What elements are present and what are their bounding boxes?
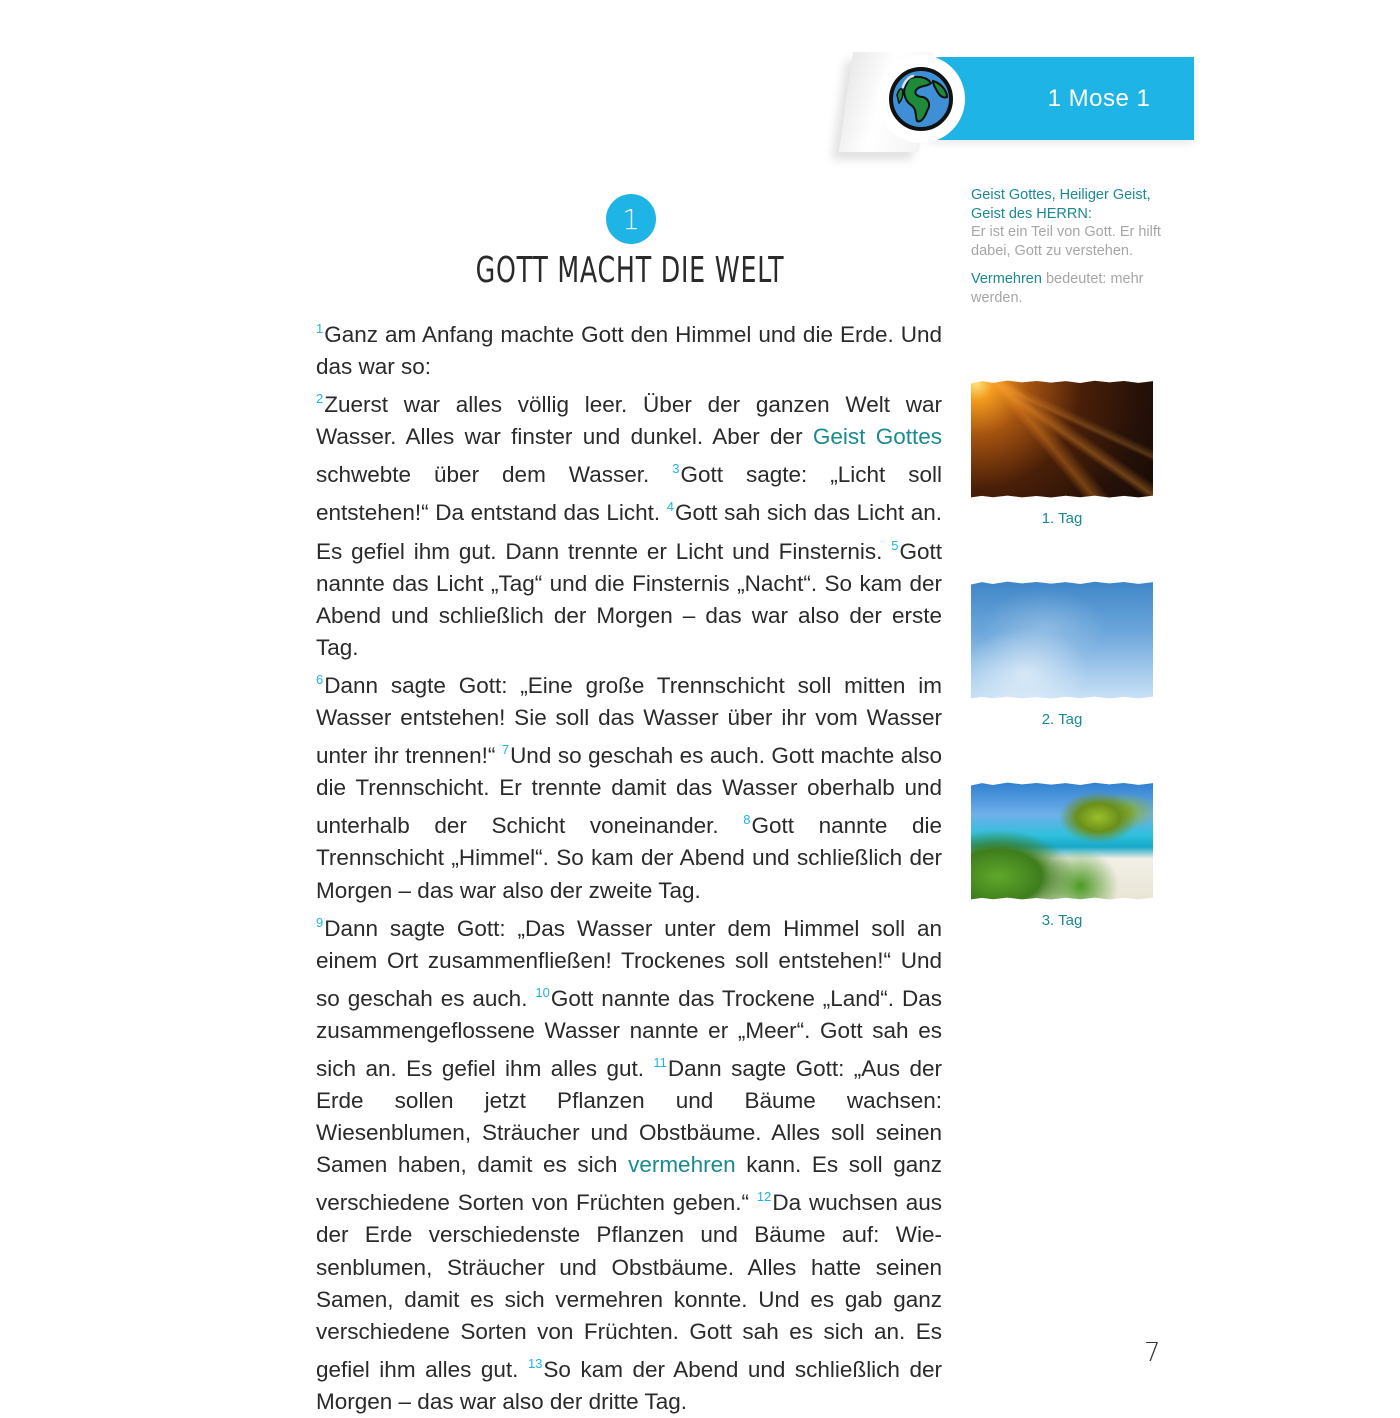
page-number: 7 xyxy=(1144,1338,1161,1368)
verse-number: 1 xyxy=(316,321,324,336)
verse-number: 13 xyxy=(527,1355,543,1371)
verse-text: kann. Es soll ganz verschiedene Sorten von Früchten geben.“ xyxy=(316,1152,942,1216)
verse-number: 7 xyxy=(501,742,510,758)
verse-text: So kam der Abend und schließlich der Morgen – das war also der dritte Tag. xyxy=(316,1356,942,1414)
verse-text: Und so geschah es auch. Gott machte also die Trennschicht. Er trennte damit das Wasser oberhalb und unterhalb der Schicht voneinander. xyxy=(316,743,942,839)
glossary-term-link: Geist Gottes xyxy=(812,424,942,450)
verse-number: 10 xyxy=(535,984,550,1000)
verse-text: Ganz am Anfang machte Gott den Himmel und die Erde. Und das war so: xyxy=(316,322,942,380)
verse-text: Gott nannte das Trockene „Land“. Das zusammengeflossene Wasser nannte er „Meer“. Gott sah es sich an. Es gefiel ihm alles gut. xyxy=(316,985,942,1081)
verse-number: 9 xyxy=(316,914,324,930)
verse-number: 5 xyxy=(891,537,899,553)
paragraph xyxy=(316,383,942,664)
verse-number: 8 xyxy=(743,812,751,828)
image-light-rays xyxy=(971,380,1153,498)
globe-icon xyxy=(877,55,965,143)
verse-text: Da wuchsen aus der Erde verschiedenste Pflanzen und Bäume auf: Wiesenblumen, Sträucher und Obstbäume. Alles hatte seinen Samen, damit es sich vermehren konnte. Und es gab ganz verschiedene Sorten von Früchten. Gott sah es sich an. Es gefiel ihm alles gut. xyxy=(316,1190,942,1382)
glossary-sidebar xyxy=(971,186,1171,318)
paragraph xyxy=(316,664,942,907)
chapter-title: GOTT MACHT DIE WELT xyxy=(475,250,785,291)
glossary-definition: bedeutet: mehr werden. xyxy=(971,271,1144,306)
verse-text: Dann sagte Gott: „Eine große Trennschicht soll mitten im Wasser entstehen! Sie soll das Wasser über ihr vom Wasser unter ihr trennen!“ xyxy=(316,672,942,769)
paragraph xyxy=(316,907,942,1418)
glossary-entry-geist-gottes xyxy=(971,186,1171,260)
verse-text: schwebte über dem Wasser. xyxy=(316,462,673,488)
image-caption-day-1: 1. Tag xyxy=(1041,510,1083,527)
verse-number: 3 xyxy=(672,461,680,477)
verse-text: Gott sah sich das Licht an. Es gefiel ihm gut. Dann trennte er Licht und Finsternis. xyxy=(316,500,942,564)
book-reference: 1 Mose 1 xyxy=(1047,84,1151,112)
verse-text: Dann sagte Gott: „Aus der Erde sollen jetzt Pflanzen und Bäume wachsen: Wiesenblumen, Sträucher und Obstbäume. Alles soll seinen Samen haben, damit es sich xyxy=(316,1055,943,1178)
verse-text: Gott nannte das Licht „Tag“ und die Finsternis „Nacht“. So kam der Abend und schließlich der Morgen – das war also der erste Tag. xyxy=(316,538,942,660)
verse-number: 12 xyxy=(756,1189,772,1205)
verse-number: 4 xyxy=(666,499,675,515)
image-caption-day-3: 3. Tag xyxy=(1041,912,1083,929)
glossary-entry-vermehren xyxy=(971,270,1171,307)
image-sky xyxy=(971,581,1153,699)
scripture-text xyxy=(316,313,942,1418)
glossary-definition: Er ist ein Teil von Gott. Er hilft dabei, Gott zu verstehen. xyxy=(971,224,1161,259)
image-caption-day-2: 2. Tag xyxy=(1041,711,1083,728)
glossary-term: Geist Gottes, Heiliger Geist, Geist des HERRN: xyxy=(971,187,1151,222)
verse-text: Zuerst war alles völlig leer. Über der ganzen Welt war Wasser. Alles war finster und dunkel. Aber der xyxy=(316,392,942,450)
glossary-term-link: vermehren xyxy=(628,1152,736,1178)
image-beach-palms xyxy=(971,782,1153,900)
paragraph xyxy=(316,313,942,383)
verse-number: 6 xyxy=(316,671,324,687)
glossary-term: Vermehren xyxy=(971,271,1042,288)
verse-number: 11 xyxy=(653,1054,667,1070)
verse-text: Gott nannte die Trennschicht „Himmel“. So kam der Abend und schließlich der Morgen – das war also der zweite Tag. xyxy=(316,813,942,903)
chapter-number-badge: 1 xyxy=(606,194,656,244)
verse-number: 2 xyxy=(316,391,324,407)
verse-text: Gott sagte: „Licht soll entstehen!“ Da entstand das Licht. xyxy=(316,462,942,526)
verse-text: Dann sagte Gott: „Das Wasser unter dem Himmel soll an einem Ort zusammenfließen! Trockenes soll entstehen!“ Und so geschah es auch. xyxy=(316,915,942,1011)
